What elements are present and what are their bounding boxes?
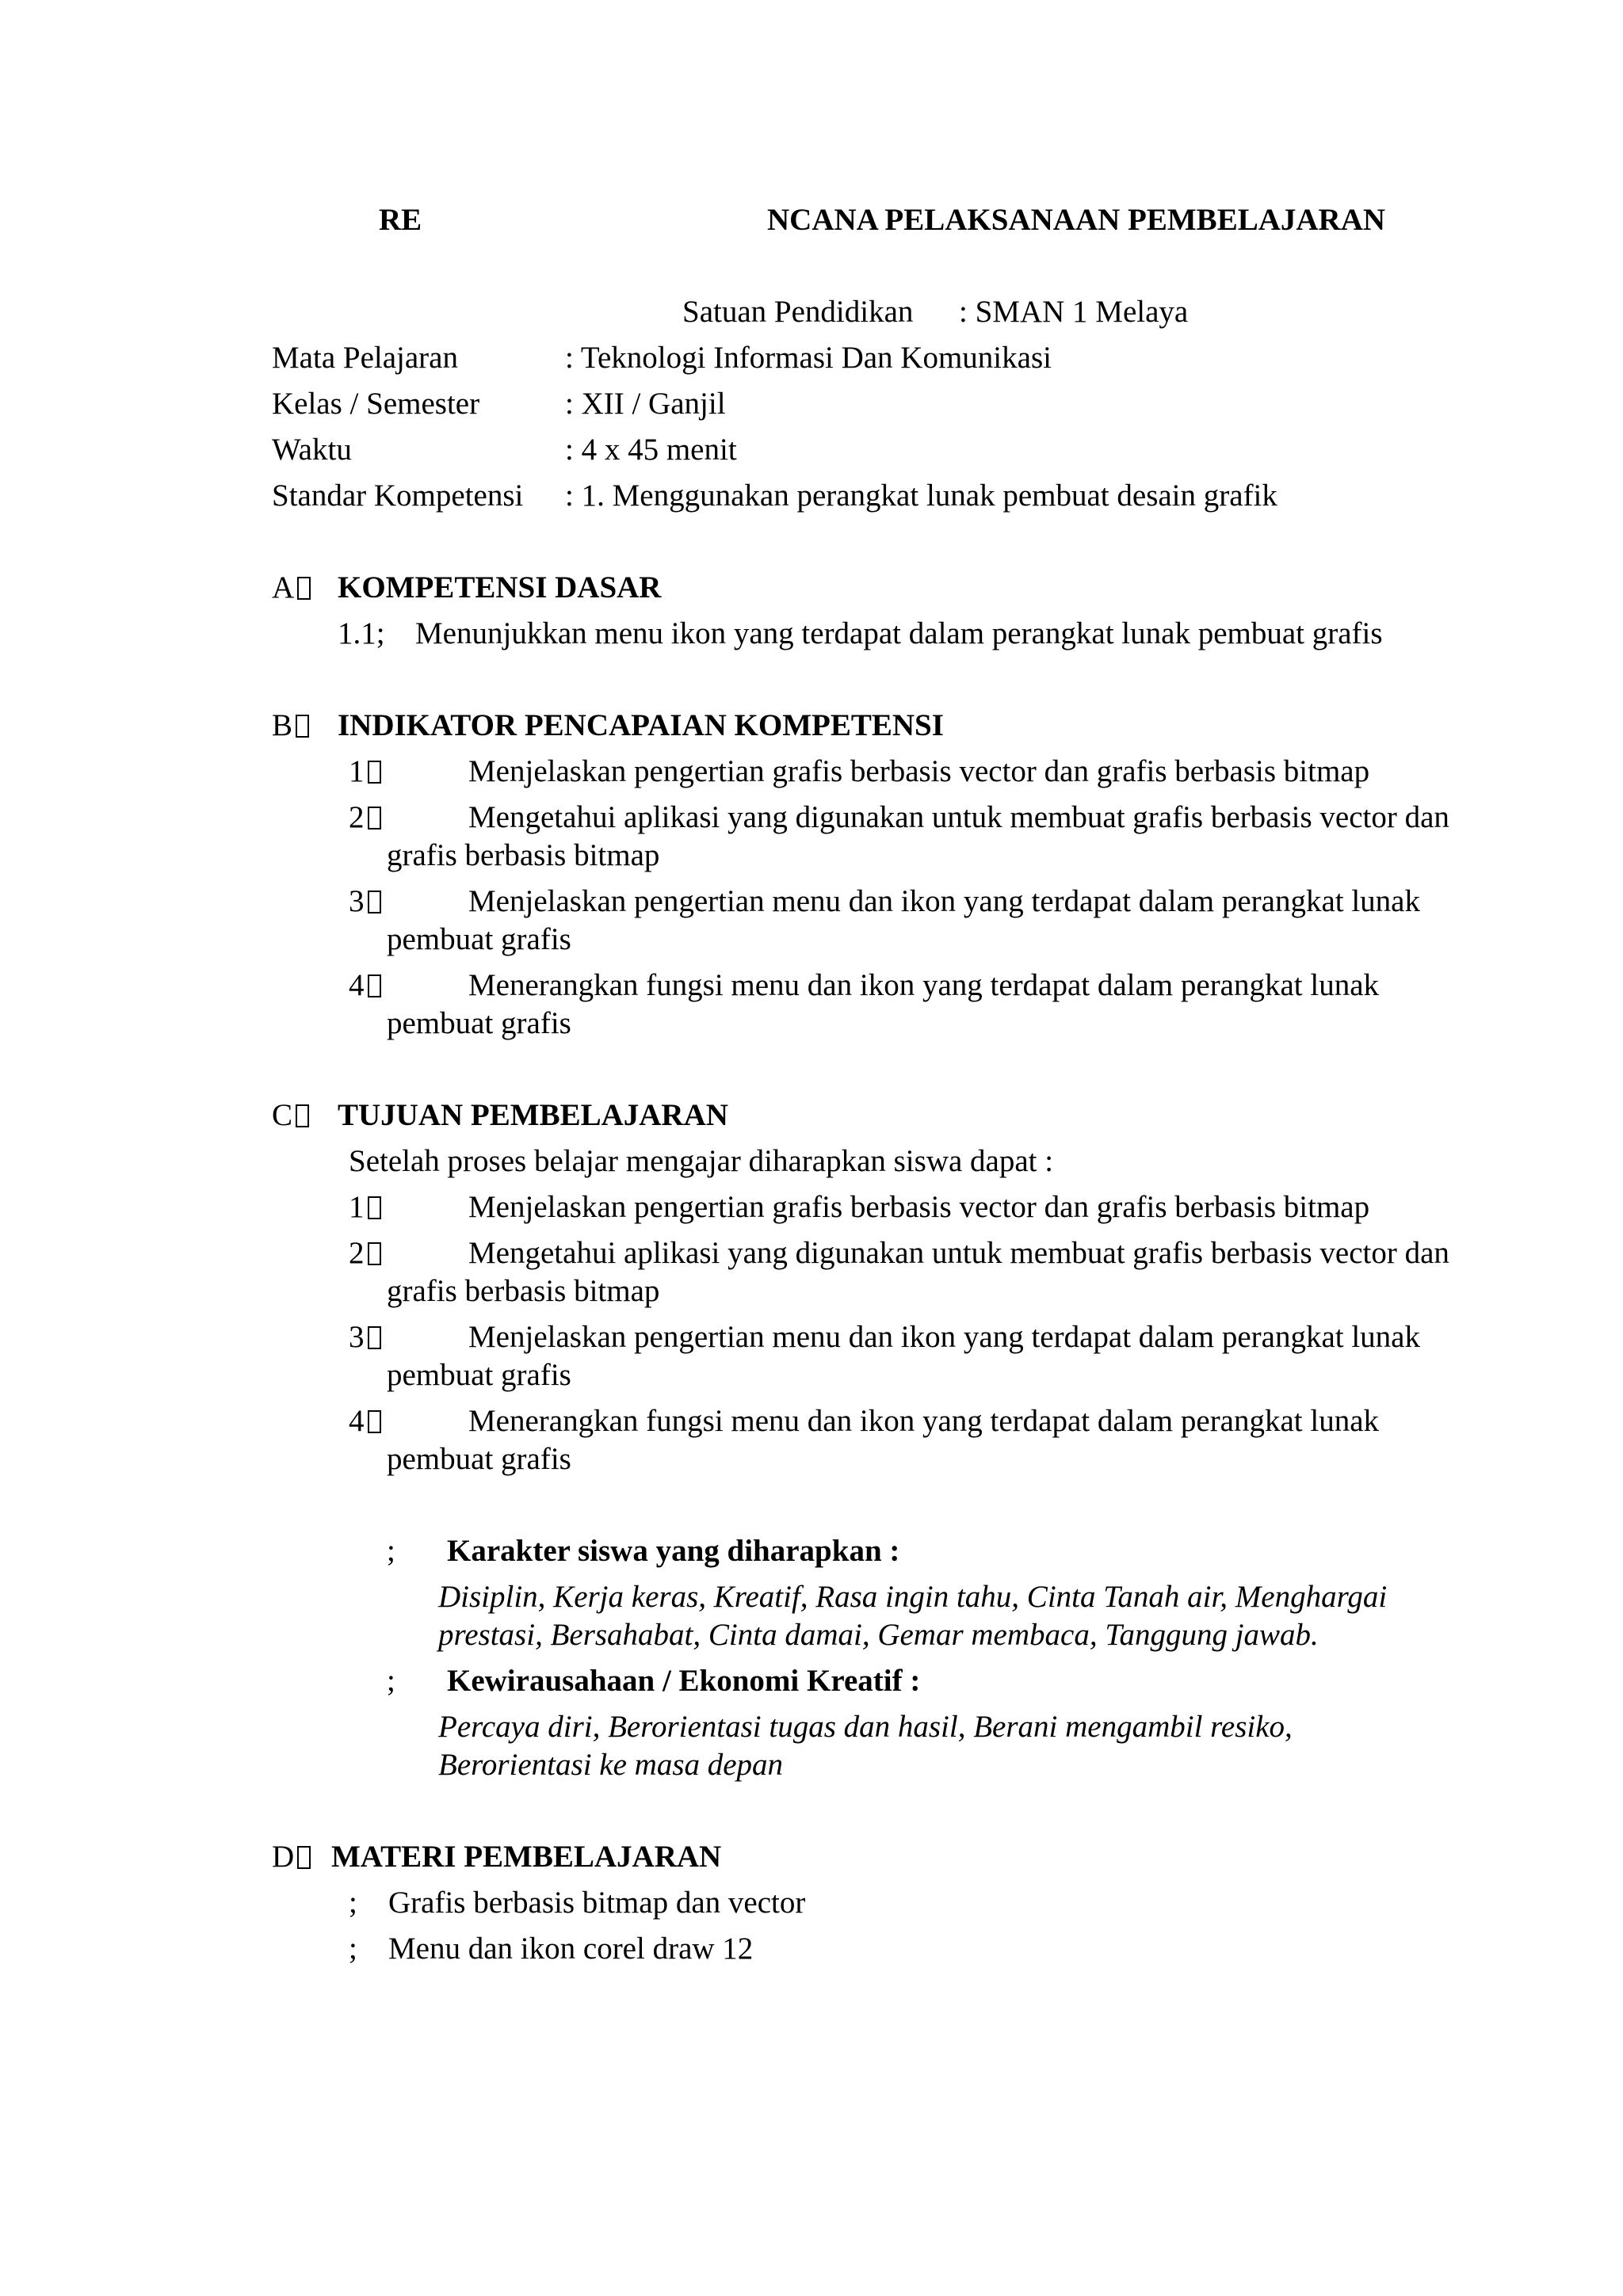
identity-label: Mata Pelajaran [272,341,458,375]
list-item-text: Menjelaskan pengertian grafis berbasis vector dan grafis berbasis bitmap [468,754,1370,788]
section-letter: C [272,1098,293,1132]
list-item-text: Menu dan ikon corel draw 12 [388,1932,754,1966]
section-a-item-number: 1.1; [338,616,385,650]
item-num: 2 [349,800,365,834]
list-item-text: Menerangkan fungsi menu dan ikon yang terdapat dalam perangkat lunak [468,1404,1380,1438]
identity-label: Kelas / Semester [272,387,480,421]
list-item-number [349,884,381,920]
identity-value: : 4 x 45 menit [565,433,737,467]
section-a-heading: KOMPETENSI DASAR [338,570,662,605]
item-num: 4 [349,968,365,1002]
list-item-text: Menerangkan fungsi menu dan ikon yang terdapat dalam perangkat lunak [468,968,1380,1002]
missing-glyph-box [296,715,309,738]
missing-glyph-box [368,761,381,784]
missing-glyph-box [296,1104,309,1127]
section-b-marker [272,708,309,744]
section-letter: A [272,570,295,605]
missing-glyph-box [368,974,381,997]
title-left: RE [379,203,422,237]
item-num: 4 [349,1404,365,1438]
missing-glyph-box [297,577,311,600]
list-item-text-cont: grafis berbasis bitmap [387,838,660,872]
section-b-heading: INDIKATOR PENCAPAIAN KOMPETENSI [338,708,944,742]
section-a-item-text: Menunjukkan menu ikon yang terdapat dalam perangkat lunak pembuat grafis [415,616,1383,650]
missing-glyph-box [297,1846,311,1869]
section-letter: B [272,708,293,742]
missing-glyph-box [368,891,381,913]
section-letter: D [272,1840,295,1874]
list-item-bullet: ; [349,1886,357,1920]
item-num: 1 [349,1190,365,1224]
kewirausahaan-heading: Kewirausahaan / Ekonomi Kreatif : [447,1664,921,1698]
identity-label: Standar Kompetensi [272,479,524,513]
section-a-marker [272,570,311,606]
title-right: NCANA PELAKSANAAN PEMBELAJARAN [767,203,1386,237]
satuan-label: Satuan Pendidikan [682,295,914,329]
satuan-value: : SMAN 1 Melaya [959,295,1189,329]
list-item-text: Grafis berbasis bitmap dan vector [388,1886,806,1920]
item-num: 3 [349,884,365,918]
list-item-text: Menjelaskan pengertian menu dan ikon yang terdapat dalam perangkat lunak [468,884,1420,918]
section-d-heading: MATERI PEMBELAJARAN [331,1840,722,1874]
missing-glyph-box [368,1326,381,1349]
identity-value: : Teknologi Informasi Dan Komunikasi [565,341,1052,375]
list-item-text-cont: pembuat grafis [387,1006,571,1040]
list-item-number [349,968,381,1004]
identity-label: Waktu [272,433,352,467]
section-c-heading: TUJUAN PEMBELAJARAN [338,1098,728,1132]
list-item-text-cont: pembuat grafis [387,922,571,956]
list-item-text: Menjelaskan pengertian menu dan ikon yang terdapat dalam perangkat lunak [468,1320,1420,1354]
list-item-text-cont: grafis berbasis bitmap [387,1274,660,1308]
item-num: 1 [349,754,365,788]
list-item-text-cont: pembuat grafis [387,1442,571,1476]
karakter-heading: Karakter siswa yang diharapkan : [447,1534,900,1568]
missing-glyph-box [368,1410,381,1433]
list-item-number [349,1236,381,1272]
missing-glyph-box [368,807,381,830]
item-num: 3 [349,1320,365,1354]
list-item-number [349,1320,381,1356]
list-item-text: Mengetahui aplikasi yang digunakan untuk membuat grafis berbasis vector dan [468,1236,1449,1270]
missing-glyph-box [368,1242,381,1265]
karakter-bullet: ; [387,1534,395,1568]
kewirausahaan-bullet: ; [387,1664,395,1698]
section-c-marker [272,1098,309,1134]
item-num: 2 [349,1236,365,1270]
list-item-number [349,754,381,790]
list-item-number [349,1404,381,1440]
section-d-marker [272,1840,311,1875]
list-item-text: Menjelaskan pengertian grafis berbasis vector dan grafis berbasis bitmap [468,1190,1370,1224]
list-item-text: Mengetahui aplikasi yang digunakan untuk membuat grafis berbasis vector dan [468,800,1449,834]
list-item-bullet: ; [349,1932,357,1966]
kewirausahaan-text: Percaya diri, Berorientasi tugas dan hasil, Berani mengambil resiko, [438,1710,1293,1744]
list-item-number [349,1190,381,1226]
kewirausahaan-text-cont: Berorientasi ke masa depan [438,1748,784,1782]
karakter-text-cont: prestasi, Bersahabat, Cinta damai, Gemar membaca, Tanggung jawab. [438,1618,1319,1652]
list-item-text-cont: pembuat grafis [387,1358,571,1392]
section-c-intro: Setelah proses belajar mengajar diharapkan siswa dapat : [349,1144,1054,1178]
missing-glyph-box [368,1196,381,1219]
list-item-number [349,800,381,836]
identity-value: : XII / Ganjil [565,387,726,421]
identity-value: : 1. Menggunakan perangkat lunak pembuat desain grafik [565,479,1277,513]
karakter-text: Disiplin, Kerja keras, Kreatif, Rasa ingin tahu, Cinta Tanah air, Menghargai [438,1580,1388,1614]
